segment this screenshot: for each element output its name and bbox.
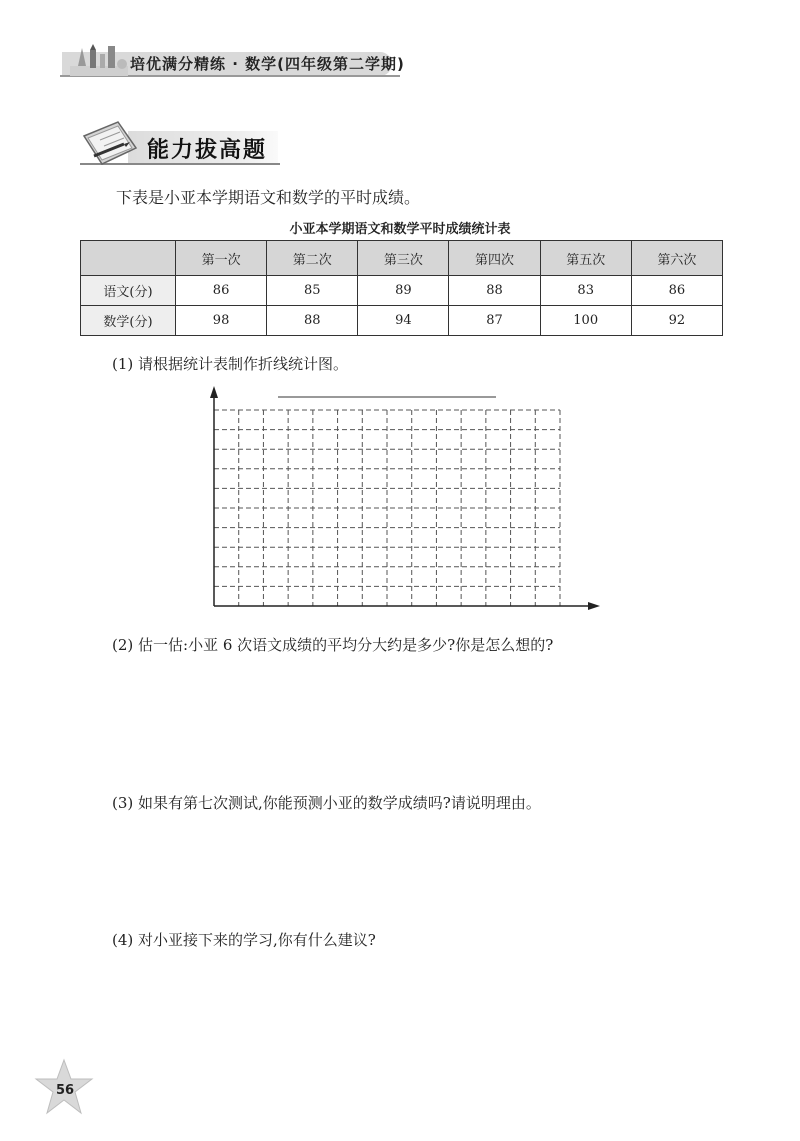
- grid-lines: [214, 410, 560, 606]
- page-number: 56: [55, 1083, 75, 1098]
- table-title: 小亚本学期语文和数学平时成绩统计表: [289, 222, 511, 237]
- table-cell: 92: [631, 306, 722, 336]
- question-1: (1) 请根据统计表制作折线统计图。: [112, 355, 349, 373]
- scores-table: [80, 240, 723, 336]
- column-header: 第一次: [176, 241, 267, 276]
- column-header: 第二次: [267, 241, 358, 276]
- table-row: [81, 276, 723, 306]
- table-cell: 85: [267, 276, 358, 306]
- header-title: 培优满分精练 · 数学(四年级第二学期): [130, 55, 405, 73]
- y-axis-arrow-icon: [210, 386, 218, 398]
- table-corner-cell: [81, 241, 176, 276]
- book-pencil-icon: [80, 118, 140, 170]
- x-axis-arrow-icon: [588, 602, 600, 610]
- table-cell: 83: [540, 276, 631, 306]
- table-cell: 94: [358, 306, 449, 336]
- column-header: 第四次: [449, 241, 540, 276]
- blank-line-chart-grid: [200, 380, 605, 618]
- row-label: 语文(分): [81, 276, 176, 306]
- table-cell: 87: [449, 306, 540, 336]
- row-label: 数学(分): [81, 306, 176, 336]
- table-cell: 100: [540, 306, 631, 336]
- axes: [210, 386, 600, 610]
- table-cell: 88: [449, 276, 540, 306]
- table-cell: 98: [176, 306, 267, 336]
- column-header: 第六次: [631, 241, 722, 276]
- table-cell: 86: [631, 276, 722, 306]
- column-header: 第三次: [358, 241, 449, 276]
- section-title: 能力拔高题: [147, 138, 268, 163]
- intro-text: 下表是小亚本学期语文和数学的平时成绩。: [116, 188, 421, 207]
- table-header-row: [81, 241, 723, 276]
- table-cell: 86: [176, 276, 267, 306]
- stationery-icon: [68, 42, 132, 78]
- table-cell: 89: [358, 276, 449, 306]
- column-header: 第五次: [540, 241, 631, 276]
- question-4: (4) 对小亚接下来的学习,你有什么建议?: [112, 931, 376, 949]
- table-cell: 88: [267, 306, 358, 336]
- question-3: (3) 如果有第七次测试,你能预测小亚的数学成绩吗?请说明理由。: [112, 794, 541, 812]
- question-2: (2) 估一估:小亚 6 次语文成绩的平均分大约是多少?你是怎么想的?: [112, 636, 554, 654]
- table-row: [81, 306, 723, 336]
